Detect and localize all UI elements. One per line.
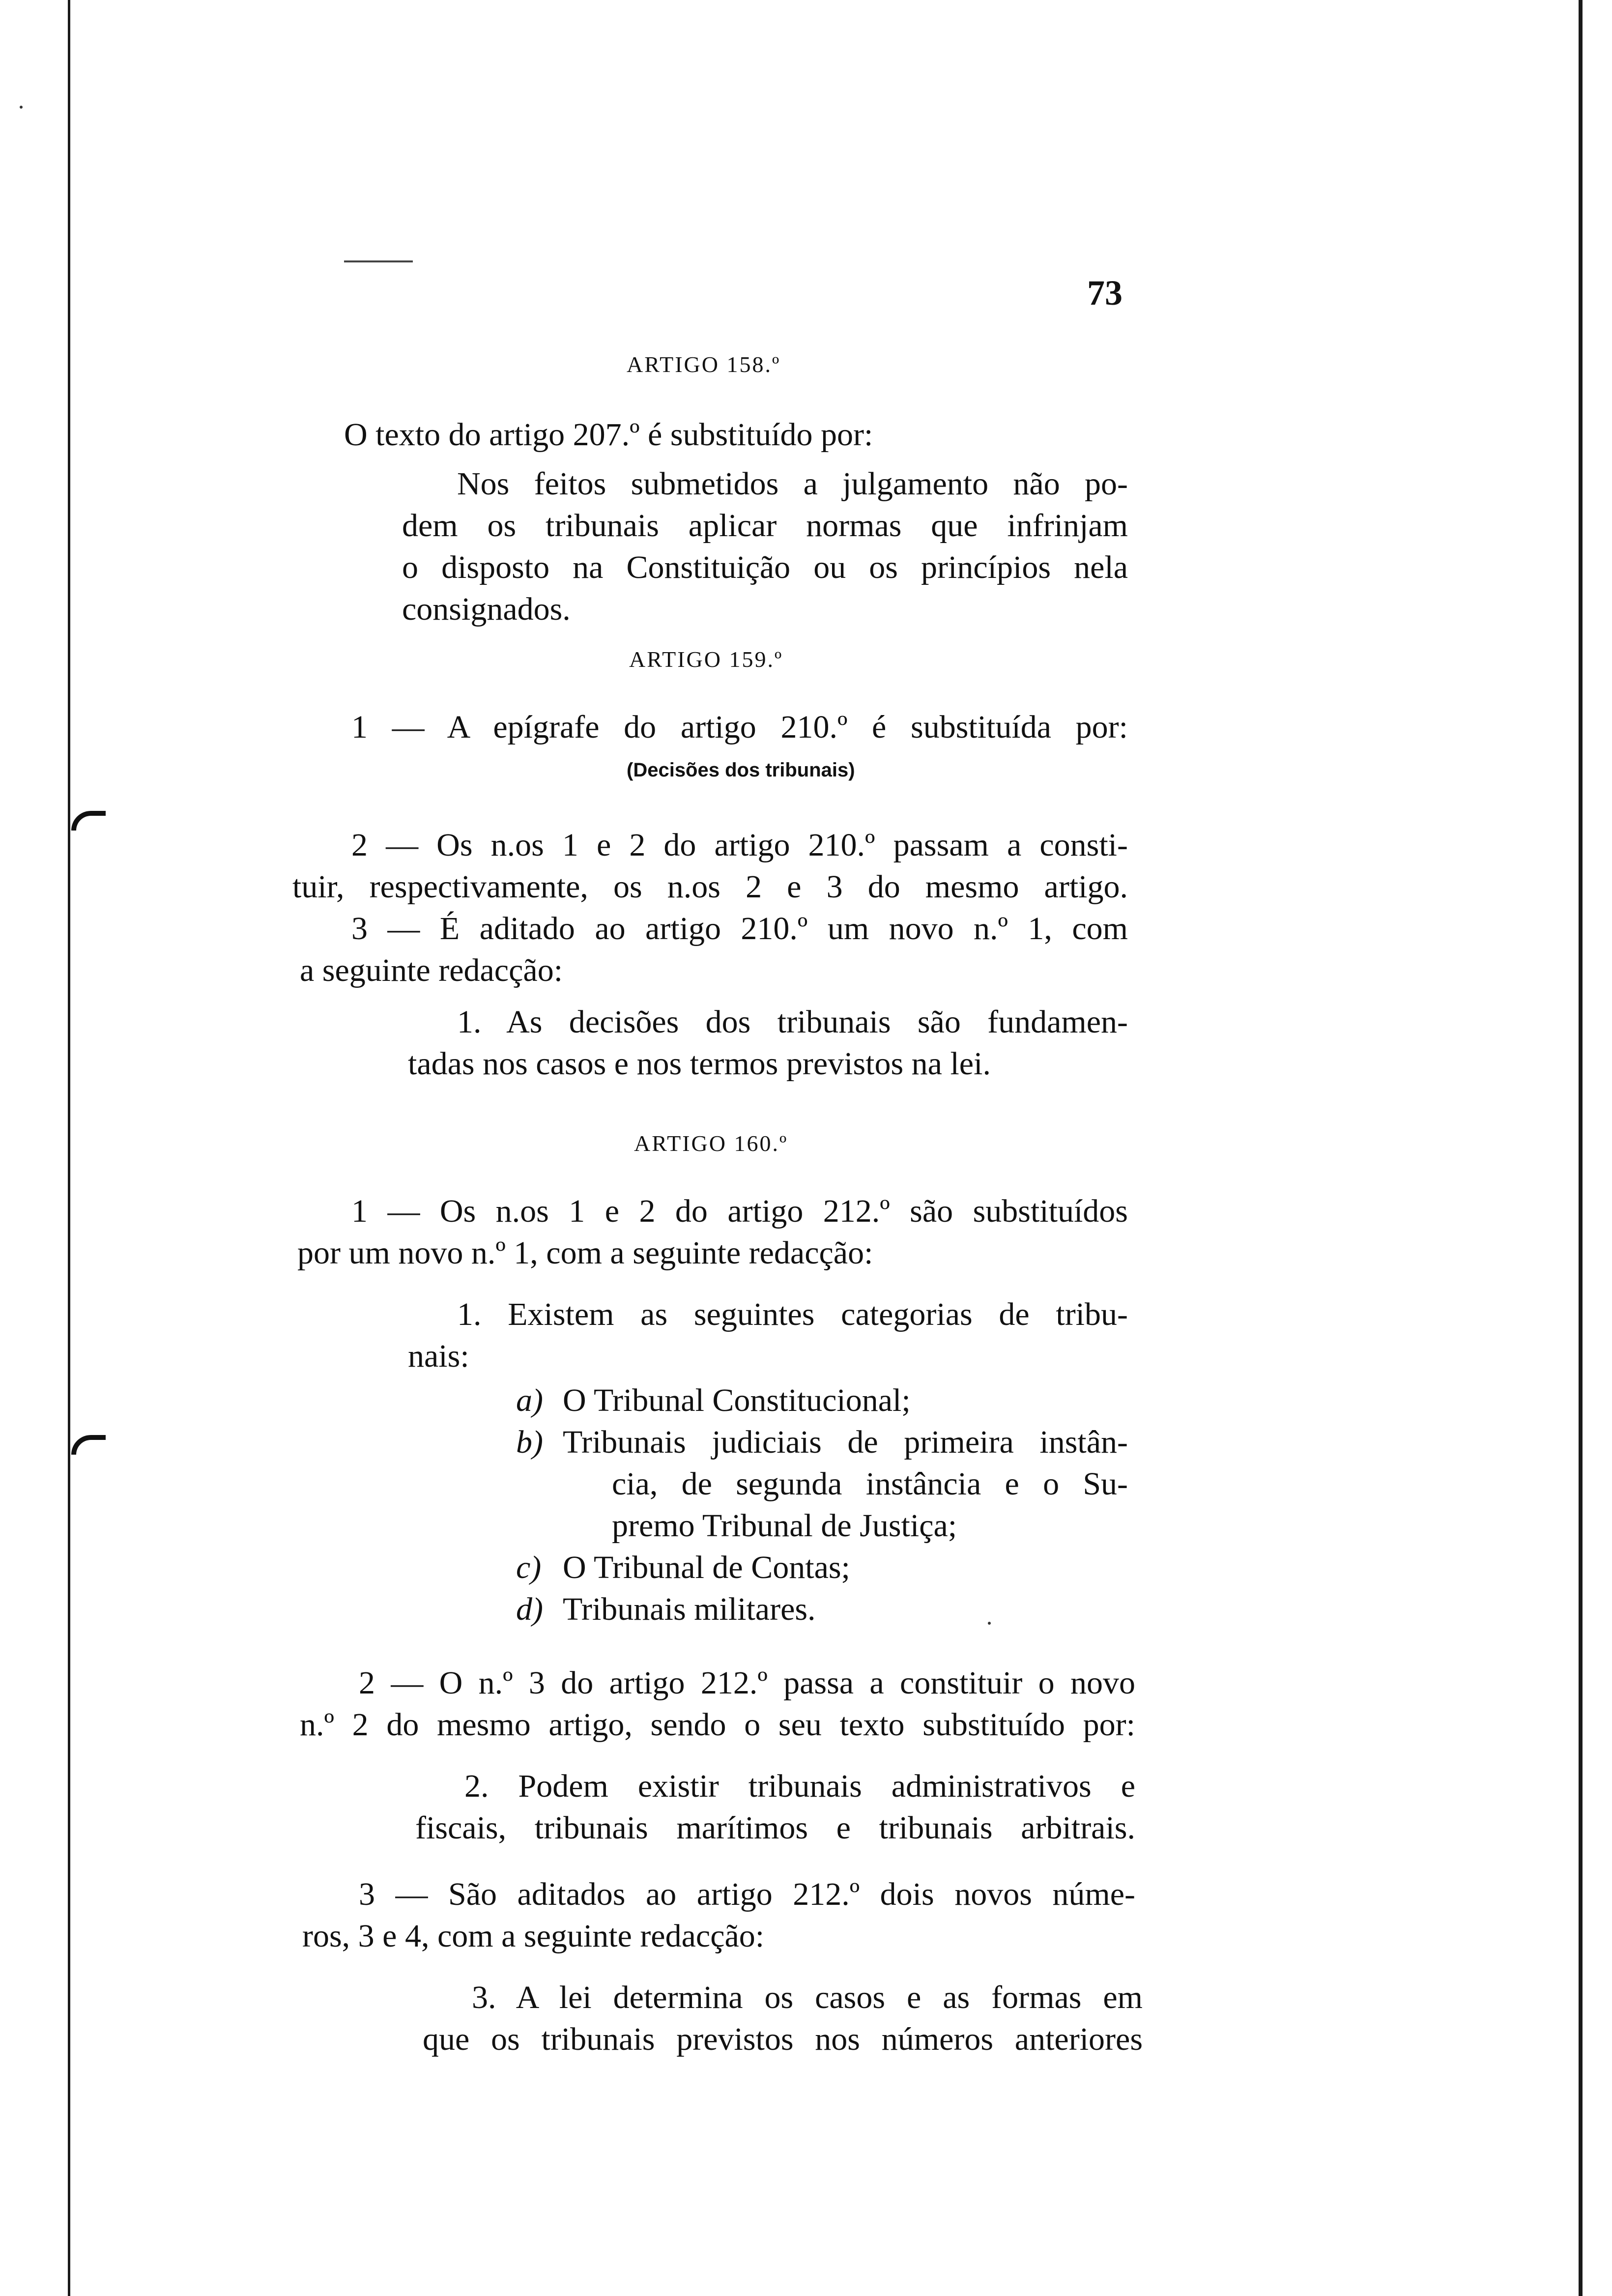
paragraph-line: a seguinte redacção: [300, 952, 563, 988]
quote-line: o disposto na Constituição ou os princípios nela [402, 549, 1128, 585]
quote-line: nais: [408, 1338, 469, 1374]
article-heading: ARTIGO 159.º [629, 647, 783, 672]
quote-line: consignados. [402, 591, 571, 627]
scan-speck [20, 106, 23, 109]
quote-line: 1. As decisões dos tribunais são fundamen- [457, 1004, 1128, 1040]
quote-line: dem os tribunais aplicar normas que infrinjam [402, 508, 1128, 544]
list-item-letter: d) [516, 1591, 543, 1627]
list-item-letter: a) [516, 1382, 543, 1418]
paragraph-line: 3 — É aditado ao artigo 210.º um novo n.º 1, com [351, 911, 1128, 947]
paragraph-line: 1 — Os n.os 1 e 2 do artigo 212.º são substituídos [351, 1193, 1128, 1229]
paragraph-line: 3 — São aditados ao artigo 212.º dois novos núme- [359, 1876, 1135, 1912]
list-item: O Tribunal de Contas; [563, 1550, 850, 1585]
article-heading: ARTIGO 160.º [634, 1131, 788, 1156]
list-item-letter: c) [516, 1550, 542, 1585]
list-item: Tribunais judiciais de primeira instân- [563, 1424, 1128, 1460]
paragraph-line: 2 — Os n.os 1 e 2 do artigo 210.º passam a consti- [351, 827, 1128, 863]
list-item-continuation: premo Tribunal de Justiça; [612, 1508, 957, 1544]
paragraph-line: 2 — O n.º 3 do artigo 212.º passa a constituir o novo [359, 1665, 1135, 1701]
epigraph: (Decisões dos tribunais) [627, 759, 855, 781]
quote-line: que os tribunais previstos nos números anteriores [423, 2021, 1143, 2057]
article-heading: ARTIGO 158.º [627, 352, 781, 377]
paragraph-line: 1 — A epígrafe do artigo 210.º é substituída por: [351, 709, 1128, 745]
header-rule [344, 260, 413, 262]
quote-line: Nos feitos submetidos a julgamento não po- [457, 466, 1128, 502]
scan-right-border [1579, 0, 1583, 2296]
paragraph-line: ros, 3 e 4, com a seguinte redacção: [302, 1918, 765, 1954]
binding-mark [71, 1435, 106, 1455]
binding-mark [71, 811, 106, 831]
scan-speck [988, 1622, 991, 1625]
quote-line: tadas nos casos e nos termos previstos na lei. [408, 1046, 991, 1082]
list-item-continuation: cia, de segunda instância e o Su- [612, 1466, 1128, 1502]
paragraph-line: tuir, respectivamente, os n.os 2 e 3 do mesmo artigo. [292, 869, 1128, 905]
page-number: 73 [1087, 273, 1123, 313]
quote-line: 3. A lei determina os casos e as formas em [472, 1980, 1143, 2015]
list-item-letter: b) [516, 1424, 543, 1460]
paragraph-line: por um novo n.º 1, com a seguinte redacção: [297, 1235, 873, 1271]
quote-line: fiscais, tribunais marítimos e tribunais arbitrais. [415, 1810, 1135, 1846]
quote-line: 2. Podem existir tribunais administrativos e [464, 1768, 1135, 1804]
list-item: Tribunais militares. [563, 1591, 816, 1627]
scan-left-border [68, 0, 70, 2296]
quote-line: 1. Existem as seguintes categorias de tribu- [457, 1296, 1128, 1332]
paragraph-line: n.º 2 do mesmo artigo, sendo o seu texto substituído por: [300, 1707, 1135, 1743]
paragraph-line: O texto do artigo 207.º é substituído por: [344, 417, 873, 453]
list-item: O Tribunal Constitucional; [563, 1382, 911, 1418]
